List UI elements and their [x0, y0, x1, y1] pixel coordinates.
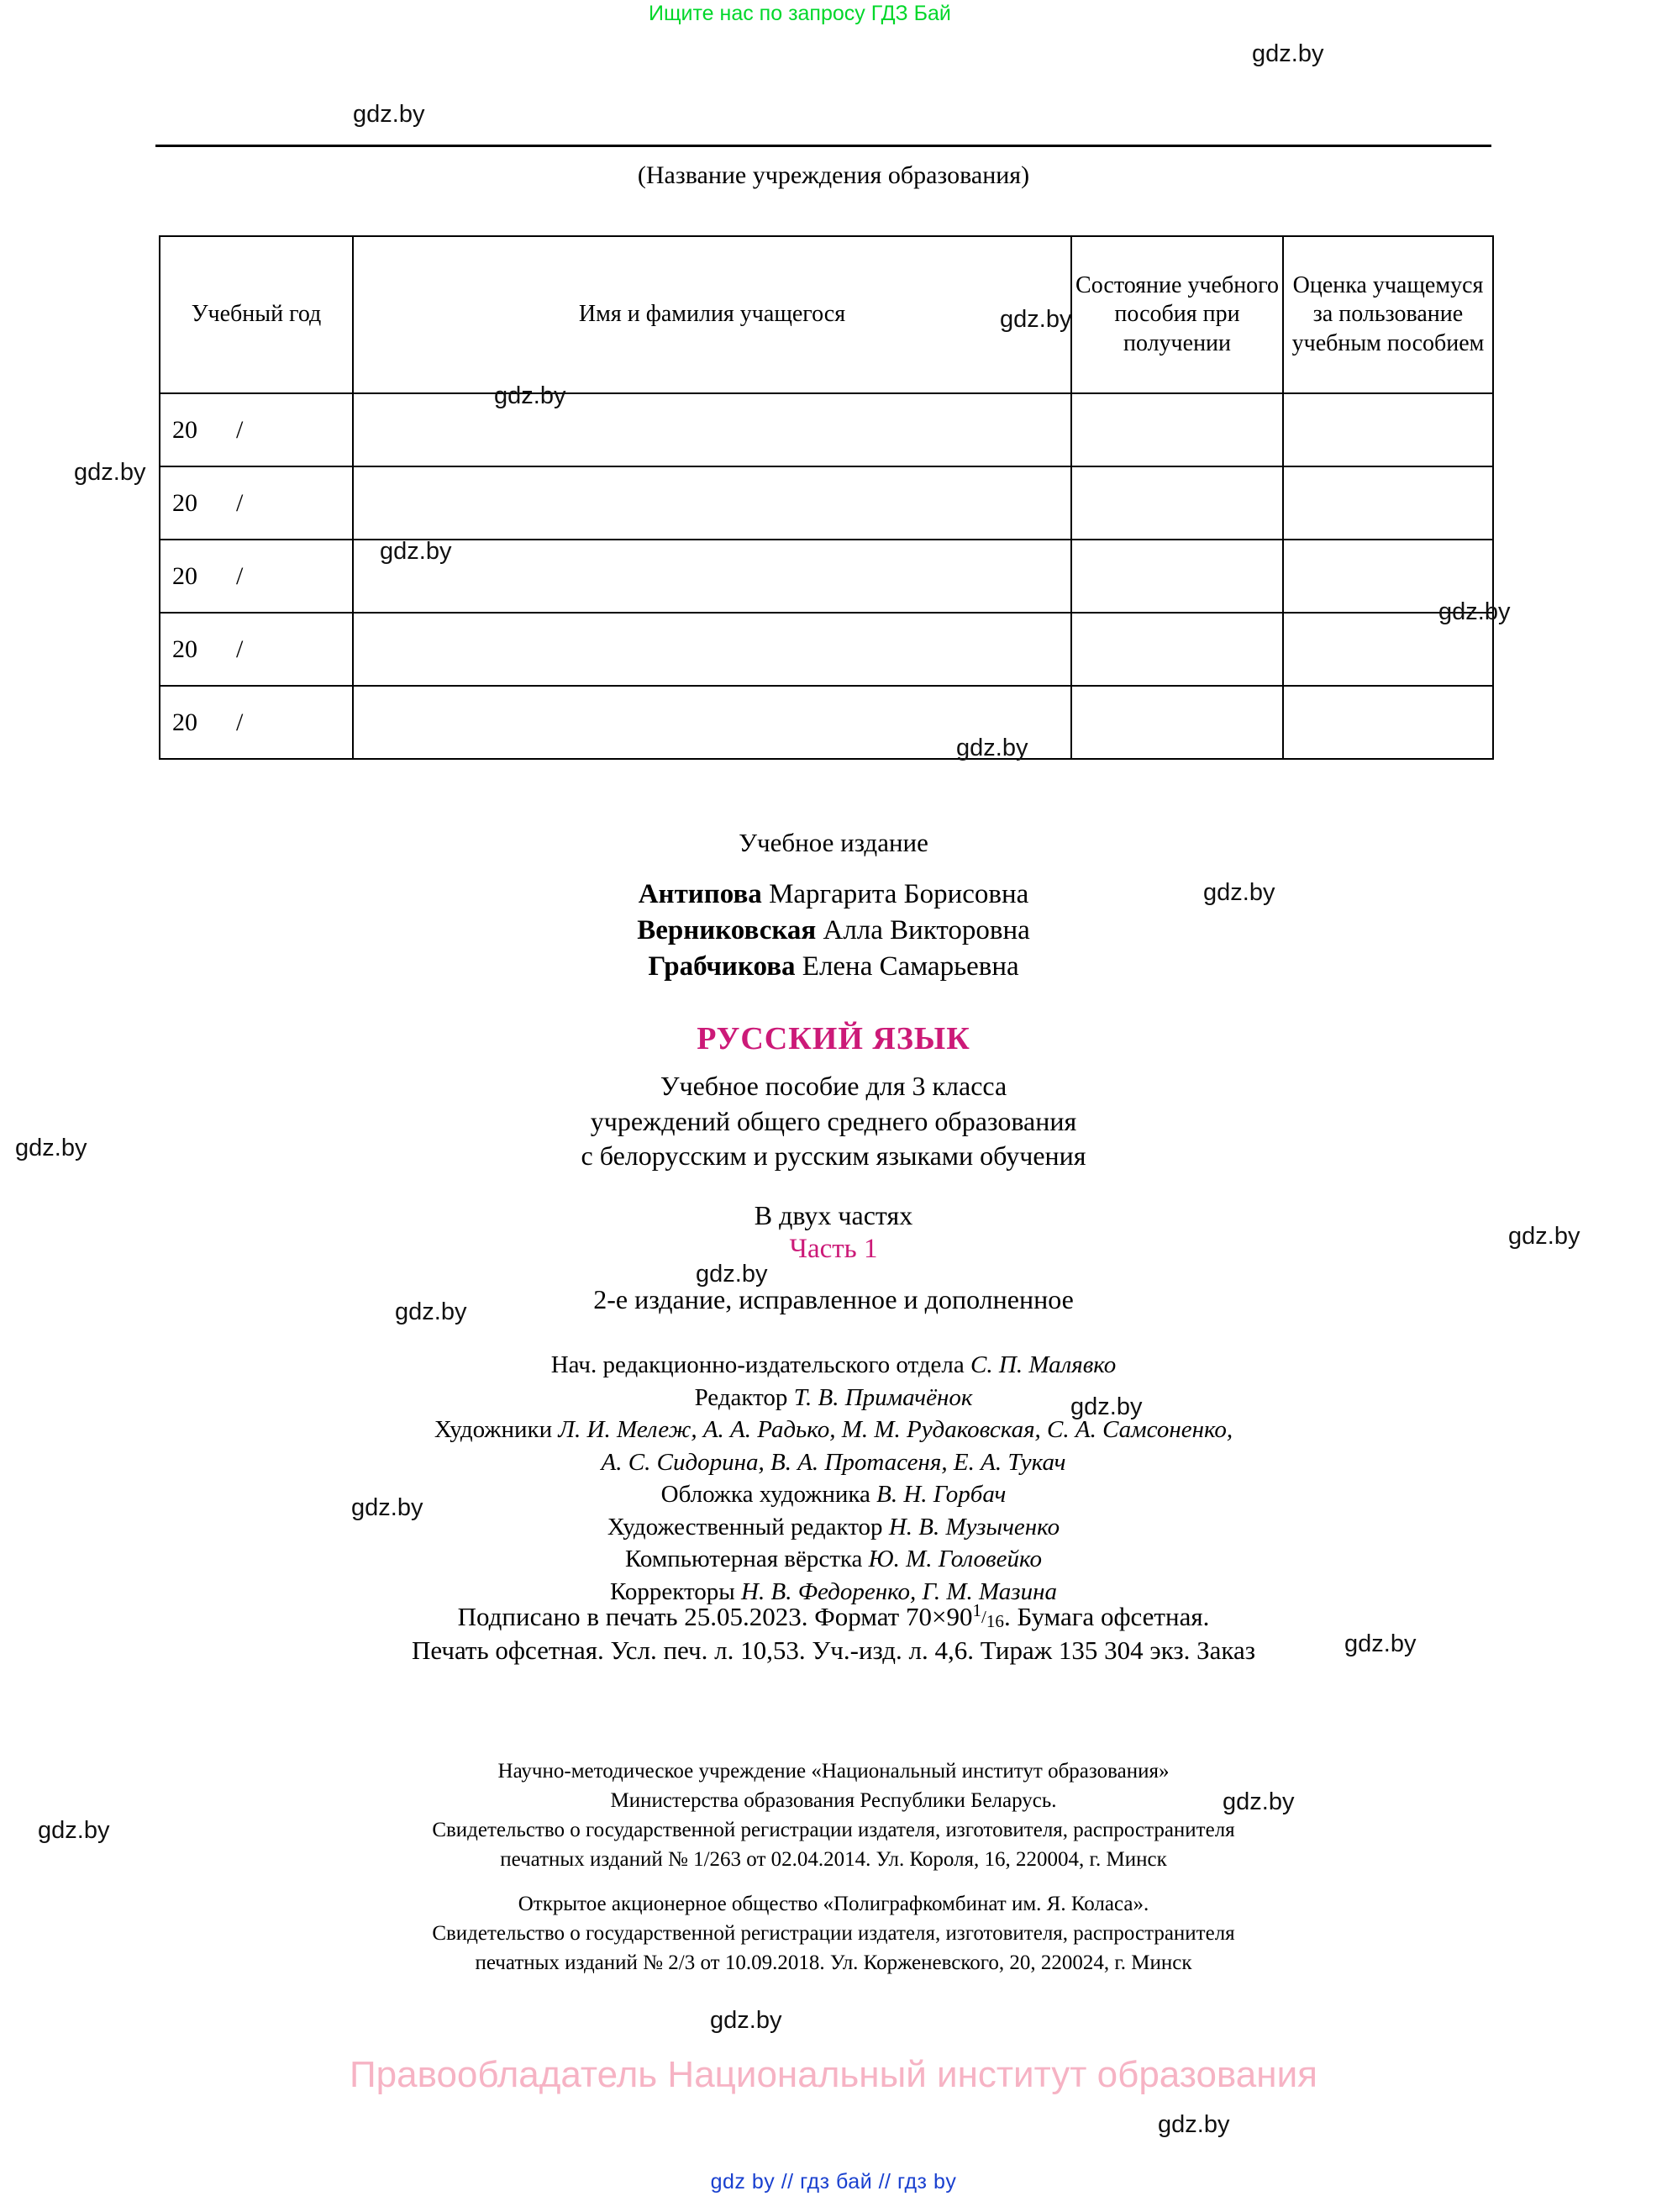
publisher1-line-3: печатных изданий № 1/263 от 02.04.2014. Ул. Короля, 16, 220004, г. Минск — [500, 1848, 1167, 1871]
cell-year-3[interactable] — [160, 613, 353, 686]
cell-condition-3[interactable] — [1071, 613, 1283, 686]
publisher1-line-2: Свидетельство о государственной регистрации издателя, изготовителя, распространителя — [432, 1819, 1235, 1841]
cell-year-0[interactable] — [160, 393, 353, 466]
institution-caption: (Название учреждения образования) — [637, 161, 1030, 189]
cell-condition-0[interactable] — [1071, 393, 1283, 466]
author-surname-1: Верниковская — [637, 914, 817, 945]
authors-list — [0, 877, 1667, 985]
credit-line-5 — [0, 1511, 1667, 1544]
cell-condition-2[interactable] — [1071, 540, 1283, 613]
credit-role-6: Компьютерная вёрстка — [625, 1546, 869, 1573]
copyright-watermark: Правообладатель Национальный институт образования — [350, 2054, 1317, 2095]
subtitle-line-1: учреждений общего среднего образования — [590, 1105, 1077, 1136]
credit-role-4: Обложка художника — [660, 1481, 877, 1509]
year-prefix: 20 — [172, 635, 197, 663]
format-fraction: $^1/_{16}$ — [972, 1600, 1004, 1632]
print-info-line-2: Печать офсетная. Усл. печ. л. 10,53. Уч.-изд. л. 4,6. Тираж 135 304 экз. Заказ — [412, 1635, 1255, 1666]
watermark-gdz-12: gdz.by — [395, 1298, 467, 1325]
watermark-gdz-18: gdz.by — [710, 2007, 782, 2034]
credit-names-2: Л. И. Мележ, А. А. Радько, М. М. Рудаковская, С. А. Самсоненко, — [558, 1416, 1233, 1444]
subtitle-line-0: Учебное пособие для 3 класса — [660, 1071, 1007, 1101]
year-slash: / — [236, 415, 244, 444]
edition-number: 2-е издание, исправленное и дополненное — [593, 1284, 1074, 1314]
year-prefix: 20 — [172, 708, 197, 736]
credit-names-3: А. С. Сидорина, В. А. Протасеня, Е. А. Тукач — [601, 1448, 1066, 1476]
print-info-line-1b: 90 — [946, 1602, 973, 1632]
credit-names-4: В. Н. Горбач — [876, 1481, 1007, 1509]
watermark-gdz-0: gdz.by — [1252, 40, 1324, 67]
table-header-row — [160, 236, 1493, 393]
page-title: РУССКИЙ ЯЗЫК — [697, 1021, 970, 1056]
author-line-1 — [0, 913, 1667, 949]
credit-role-1: Редактор — [694, 1383, 794, 1411]
year-prefix: 20 — [172, 415, 197, 444]
credit-role-5: Художественный редактор — [607, 1513, 889, 1540]
table-row — [160, 613, 1493, 686]
watermark-gdz-17: gdz.by — [38, 1817, 110, 1844]
credit-line-2 — [0, 1414, 1667, 1446]
book-registration-table — [159, 235, 1494, 760]
credits-block — [0, 1349, 1667, 1609]
print-info-line-1c: . Бумага офсетная. — [1003, 1602, 1210, 1632]
credit-line-4 — [0, 1478, 1667, 1511]
watermark-gdz-15: gdz.by — [1344, 1630, 1417, 1657]
author-given-0: Маргарита Борисовна — [761, 879, 1029, 909]
watermark-gdz-11: gdz.by — [696, 1261, 768, 1288]
watermark-gdz-4: gdz.by — [74, 459, 146, 486]
edition-label: Учебное издание — [739, 828, 928, 857]
watermark-gdz-8: gdz.by — [1203, 879, 1275, 906]
watermark-gdz-14: gdz.by — [351, 1494, 423, 1521]
table-row — [160, 393, 1493, 466]
year-prefix: 20 — [172, 488, 197, 517]
watermark-gdz-16: gdz.by — [1223, 1788, 1295, 1815]
credit-line-1 — [0, 1382, 1667, 1414]
credit-names-7: Н. В. Федоренко, Г. М. Мазина — [741, 1577, 1057, 1605]
credit-line-6 — [0, 1543, 1667, 1576]
year-slash: / — [236, 488, 244, 517]
column-header-name: Имя и фамилия учащегося — [353, 236, 1071, 393]
author-surname-0: Антипова — [638, 879, 762, 909]
watermark-gdz-1: gdz.by — [353, 101, 425, 128]
watermark-gdz-19: gdz.by — [1158, 2111, 1230, 2138]
table-row — [160, 466, 1493, 540]
cell-year-1[interactable] — [160, 466, 353, 540]
cell-student-name-0[interactable] — [353, 393, 1071, 466]
print-info-line-1a: Подписано в печать 25.05.2023. Формат 70 — [457, 1602, 932, 1632]
publisher2-line-1: Свидетельство о государственной регистрации издателя, изготовителя, распространителя — [432, 1922, 1235, 1945]
publisher2-line-2: печатных изданий № 2/3 от 10.09.2018. Ул. Корженевского, 20, 220024, г. Минск — [475, 1951, 1192, 1974]
watermark-gdz-2: gdz.by — [1000, 306, 1072, 333]
publisher1-line-1: Министерства образования Республики Беларусь. — [610, 1789, 1057, 1812]
fraction-denominator: 16 — [986, 1611, 1004, 1632]
cell-mark-4[interactable] — [1283, 686, 1493, 759]
credit-role-7: Корректоры — [610, 1577, 742, 1605]
part-number: Часть 1 — [789, 1234, 878, 1264]
watermark-gdz-6: gdz.by — [1438, 598, 1511, 625]
author-line-2 — [0, 949, 1667, 985]
column-header-year: Учебный год — [160, 236, 353, 393]
subtitle-line-2: с белорусским и русским языками обучения — [581, 1140, 1086, 1172]
cell-student-name-2[interactable] — [353, 540, 1071, 613]
cell-student-name-1[interactable] — [353, 466, 1071, 540]
publisher-block-1 — [0, 1756, 1667, 1874]
subtitle-block — [0, 1069, 1667, 1174]
cell-mark-0[interactable] — [1283, 393, 1493, 466]
watermark-gdz-3: gdz.by — [494, 382, 566, 409]
credit-line-0 — [0, 1349, 1667, 1382]
cell-mark-1[interactable] — [1283, 466, 1493, 540]
author-line-0 — [0, 877, 1667, 913]
footer-links: gdz by // гдз бай // гдз by — [710, 2170, 957, 2194]
author-given-2: Елена Самарьевна — [795, 951, 1019, 982]
watermark-gdz-10: gdz.by — [1508, 1223, 1580, 1250]
credit-role-0: Нач. редакционно-издательского отдела — [550, 1351, 971, 1378]
institution-rule — [155, 145, 1491, 147]
print-info-block — [0, 1599, 1667, 1668]
print-info-line-1 — [0, 1599, 1667, 1634]
watermark-gdz-13: gdz.by — [1070, 1393, 1143, 1420]
parts-line: В двух частях — [754, 1200, 913, 1230]
year-slash: / — [236, 708, 244, 736]
year-slash: / — [236, 635, 244, 663]
cell-year-4[interactable] — [160, 686, 353, 759]
publisher-block-2 — [0, 1889, 1667, 1978]
credit-role-2: Художники — [434, 1416, 559, 1444]
cell-year-2[interactable] — [160, 540, 353, 613]
credit-names-0: С. П. Малявко — [970, 1351, 1117, 1378]
cell-condition-4[interactable] — [1071, 686, 1283, 759]
watermark-gdz-7: gdz.by — [956, 735, 1028, 761]
credit-names-6: Ю. М. Головейко — [868, 1546, 1042, 1573]
credit-names-1: Т. В. Примачёнок — [793, 1383, 973, 1411]
year-prefix: 20 — [172, 561, 197, 590]
multiply-sign: × — [931, 1602, 947, 1632]
table-row — [160, 686, 1493, 759]
author-given-1: Алла Викторовна — [816, 914, 1030, 945]
table-row — [160, 540, 1493, 613]
watermark-gdz-5: gdz.by — [380, 538, 452, 565]
promo-banner: Ищите нас по запросу ГДЗ Бай — [649, 2, 951, 25]
column-header-state: Состояние учебного пособия при получении — [1071, 236, 1283, 393]
publisher1-line-0: Научно-методическое учреждение «Национальный институт образования» — [497, 1760, 1170, 1783]
cell-condition-1[interactable] — [1071, 466, 1283, 540]
year-slash: / — [236, 561, 244, 590]
publisher2-line-0: Открытое акционерное общество «Полиграфкомбинат им. Я. Коласа». — [518, 1893, 1149, 1915]
fraction-numerator: 1 — [972, 1600, 981, 1620]
credit-names-5: Н. В. Музыченко — [888, 1513, 1060, 1540]
column-header-mark: Оценка учащемуся за пользование учебным пособием — [1283, 236, 1493, 393]
author-surname-2: Грабчикова — [648, 951, 796, 982]
credit-line-3 — [0, 1446, 1667, 1479]
watermark-gdz-9: gdz.by — [15, 1135, 87, 1161]
cell-student-name-3[interactable] — [353, 613, 1071, 686]
